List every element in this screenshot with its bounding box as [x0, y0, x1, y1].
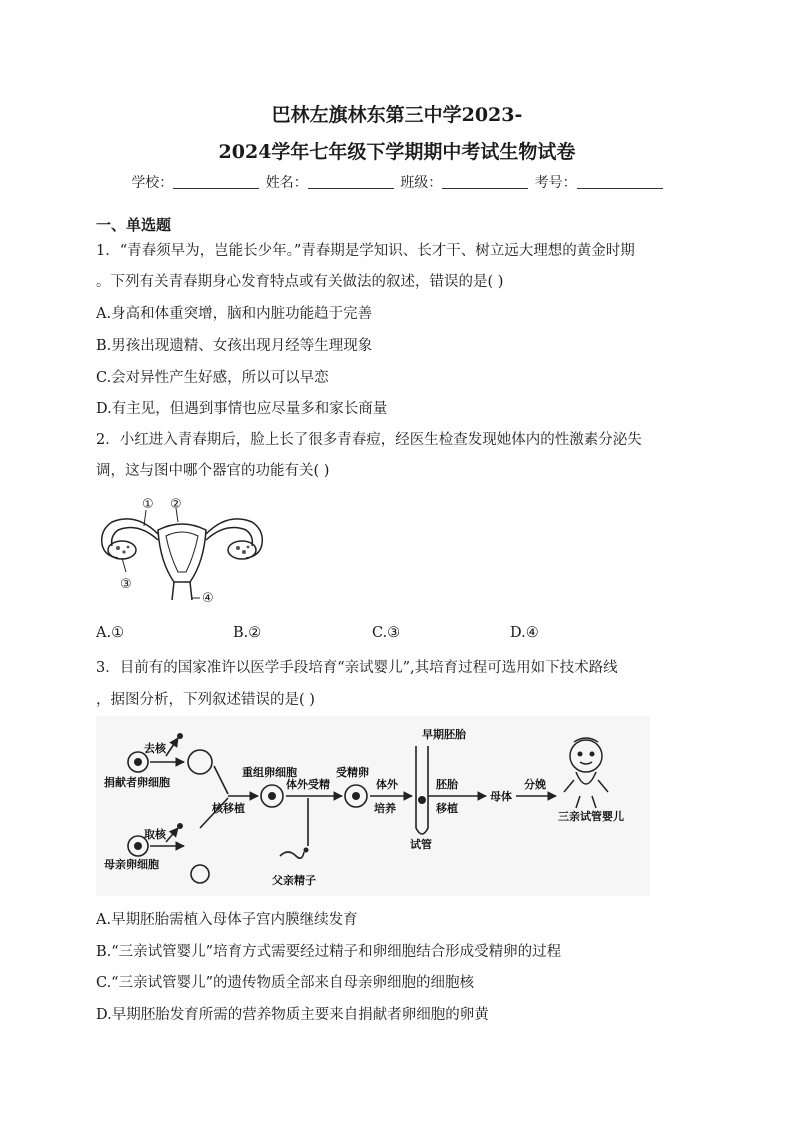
q2-option-d[interactable]: D.④ [510, 625, 539, 641]
baby-label: 三亲试管婴儿 [558, 810, 624, 823]
exam-title-line2: 2024学年七年级下学期期中考试生物试卷 [218, 141, 576, 163]
q2-stem-line1: 2．小红进入青春期后，脸上长了很多青春痘，经医生检查发现她体内的性激素分泌失 [96, 432, 642, 448]
exam-number-blank[interactable] [577, 174, 663, 189]
mother-egg-label: 母亲卵细胞 [104, 858, 159, 871]
q3-stem-line1: 3．目前有的国家准许以医学手段培育“亲试婴儿”,其培育过程可选用如下技术路线 [96, 660, 618, 676]
three-parent-ivf-diagram [96, 716, 650, 896]
label-3: ③ [120, 577, 132, 592]
early-embryo-label: 早期胚胎 [422, 728, 466, 741]
q3-option-c[interactable]: C.“三亲试管婴儿”的遗传物质全部来自母亲卵细胞的细胞核 [96, 975, 475, 991]
delivery-label: 分娩 [524, 778, 546, 791]
in-vitro-label-1: 体外 [376, 778, 398, 791]
q1-stem-line1: 1．“青春须早为，岂能长少年。”青春期是学知识、长才干、树立远大理想的黄金时期 [96, 243, 635, 259]
q2-option-a[interactable]: A.① [96, 625, 125, 641]
exam-number-label: 考号： [534, 175, 577, 191]
label-1: ① [142, 497, 154, 512]
q2-option-b[interactable]: B.② [233, 625, 262, 641]
q3-option-a[interactable]: A.早期胚胎需植入母体子宫内膜继续发育 [96, 912, 358, 928]
mother-label: 母体 [490, 790, 512, 803]
q1-option-d[interactable]: D.有主见，但遇到事情也应尽量多和家长商量 [96, 401, 388, 417]
q1-option-c[interactable]: C.会对异性产生好感，所以可以早恋 [96, 370, 329, 386]
q2-option-c[interactable]: C.③ [372, 625, 401, 641]
section-title: 一、单选题 [96, 216, 172, 234]
nuclear-transfer-label: 核移植 [212, 802, 245, 815]
name-blank[interactable] [308, 174, 394, 189]
q2-stem-line2: 调，这与图中哪个器官的功能有关( ) [96, 463, 330, 479]
school-label: 学校： [131, 175, 174, 191]
fertilized-egg-label: 受精卵 [336, 766, 369, 779]
uterus-diagram [92, 492, 272, 612]
label-4: ④ [202, 591, 214, 606]
name-label: 姓名： [265, 175, 308, 191]
q1-option-b[interactable]: B.男孩出现遗精、女孩出现月经等生理现象 [96, 338, 373, 354]
ivf-label: 体外受精 [286, 778, 330, 791]
class-blank[interactable] [442, 174, 528, 189]
q3-option-d[interactable]: D.早期胚胎发育所需的营养物质主要来自捐献者卵细胞的卵黄 [96, 1007, 489, 1023]
reconstructed-egg-label: 重组卵细胞 [242, 766, 297, 779]
embryo-transfer-label-1: 胚胎 [436, 778, 458, 791]
class-label: 班级： [400, 175, 443, 191]
test-tube-label: 试管 [410, 838, 432, 851]
q1-option-a[interactable]: A.身高和体重突增，脑和内脏功能趋于完善 [96, 306, 373, 322]
take-nucleus-label: 取核 [144, 828, 166, 841]
in-vitro-label-2: 培养 [374, 802, 396, 815]
school-blank[interactable] [173, 174, 259, 189]
donor-egg-label: 捐献者卵细胞 [104, 776, 170, 789]
embryo-transfer-label-2: 移植 [436, 802, 458, 815]
student-info-row [0, 172, 794, 192]
father-sperm-label: 父亲精子 [272, 874, 316, 887]
exam-title-line1: 巴林左旗林东第三中学2023- [271, 104, 523, 126]
q3-option-b[interactable]: B.“三亲试管婴儿”培育方式需要经过精子和卵细胞结合形成受精卵的过程 [96, 944, 562, 960]
remove-nucleus-label: 去核 [144, 742, 166, 755]
label-2: ② [170, 497, 182, 512]
q3-stem-line2: ，据图分析，下列叙述错误的是( ) [96, 692, 315, 708]
q1-stem-line2: 。下列有关青春期身心发育特点或有关做法的叙述，错误的是( ) [96, 274, 504, 290]
